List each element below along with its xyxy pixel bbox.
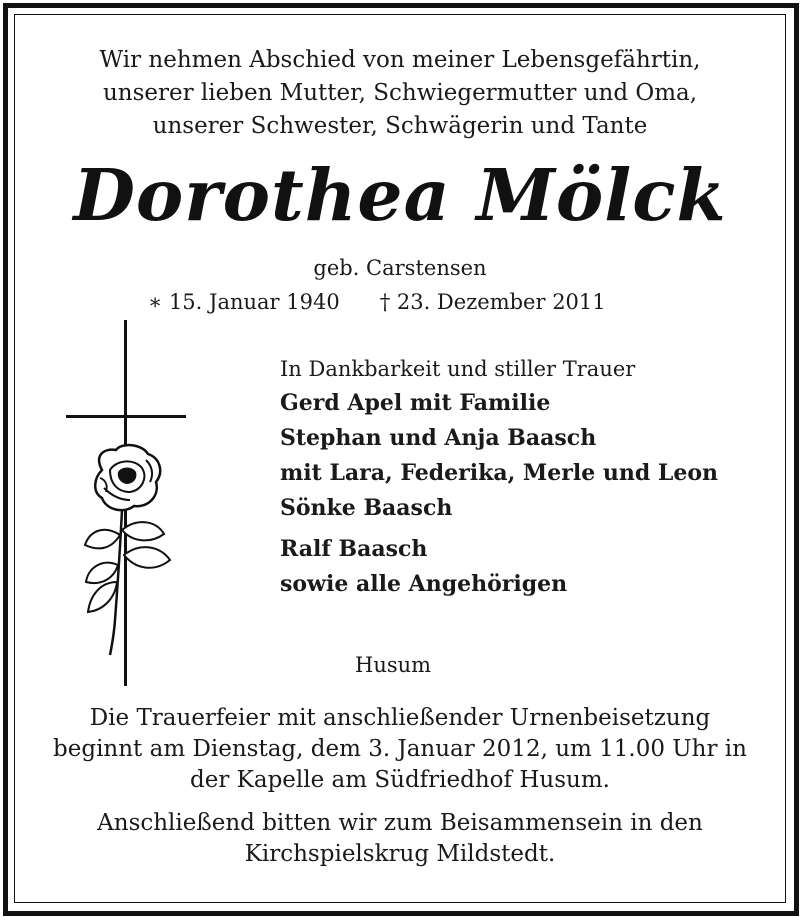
afterwards-line: Kirchspielskrug Mildstedt. (244, 841, 556, 867)
service-line: beginnt am Dienstag, dem 3. Januar 2012, um 11.00 Uhr in (53, 736, 747, 762)
life-dates (148, 287, 606, 317)
intro-line: unserer lieben Mutter, Schwiegermutter und Oma, (102, 80, 698, 106)
afterwards-line: Anschließend bitten wir zum Beisammensein in den (97, 810, 703, 836)
intro-line: unserer Schwester, Schwägerin und Tante (152, 113, 648, 139)
birth-date: ∗ 15. Januar 1940 (148, 290, 340, 314)
maiden-name: geb. Carstensen (313, 256, 487, 280)
mourner-name: mit Lara, Federika, Merle und Leon (280, 460, 719, 486)
service-info (0, 703, 800, 796)
intro-line: Wir nehmen Abschied von meiner Lebensgefährtin, (99, 47, 701, 73)
afterwards-info (0, 808, 800, 870)
death-date: † 23. Dezember 2011 (379, 290, 606, 314)
mourners-intro: In Dankbarkeit und stiller Trauer (280, 357, 636, 381)
place: Husum (355, 653, 432, 677)
mourner-name: sowie alle Angehörigen (280, 571, 568, 597)
intro-text (0, 44, 800, 143)
mourner-name: Ralf Baasch (280, 536, 428, 562)
service-line: der Kapelle am Südfriedhof Husum. (190, 767, 610, 793)
service-line: Die Trauerfeier mit anschließender Urnenbeisetzung (89, 705, 711, 731)
mourner-name: Gerd Apel mit Familie (280, 390, 551, 416)
mourner-name: Stephan und Anja Baasch (280, 425, 597, 451)
mourners-block (280, 352, 718, 602)
deceased-name: Dorothea Mölck (73, 153, 727, 237)
cross-with-rose-icon (60, 320, 195, 690)
mourner-name: Sönke Baasch (280, 495, 453, 521)
